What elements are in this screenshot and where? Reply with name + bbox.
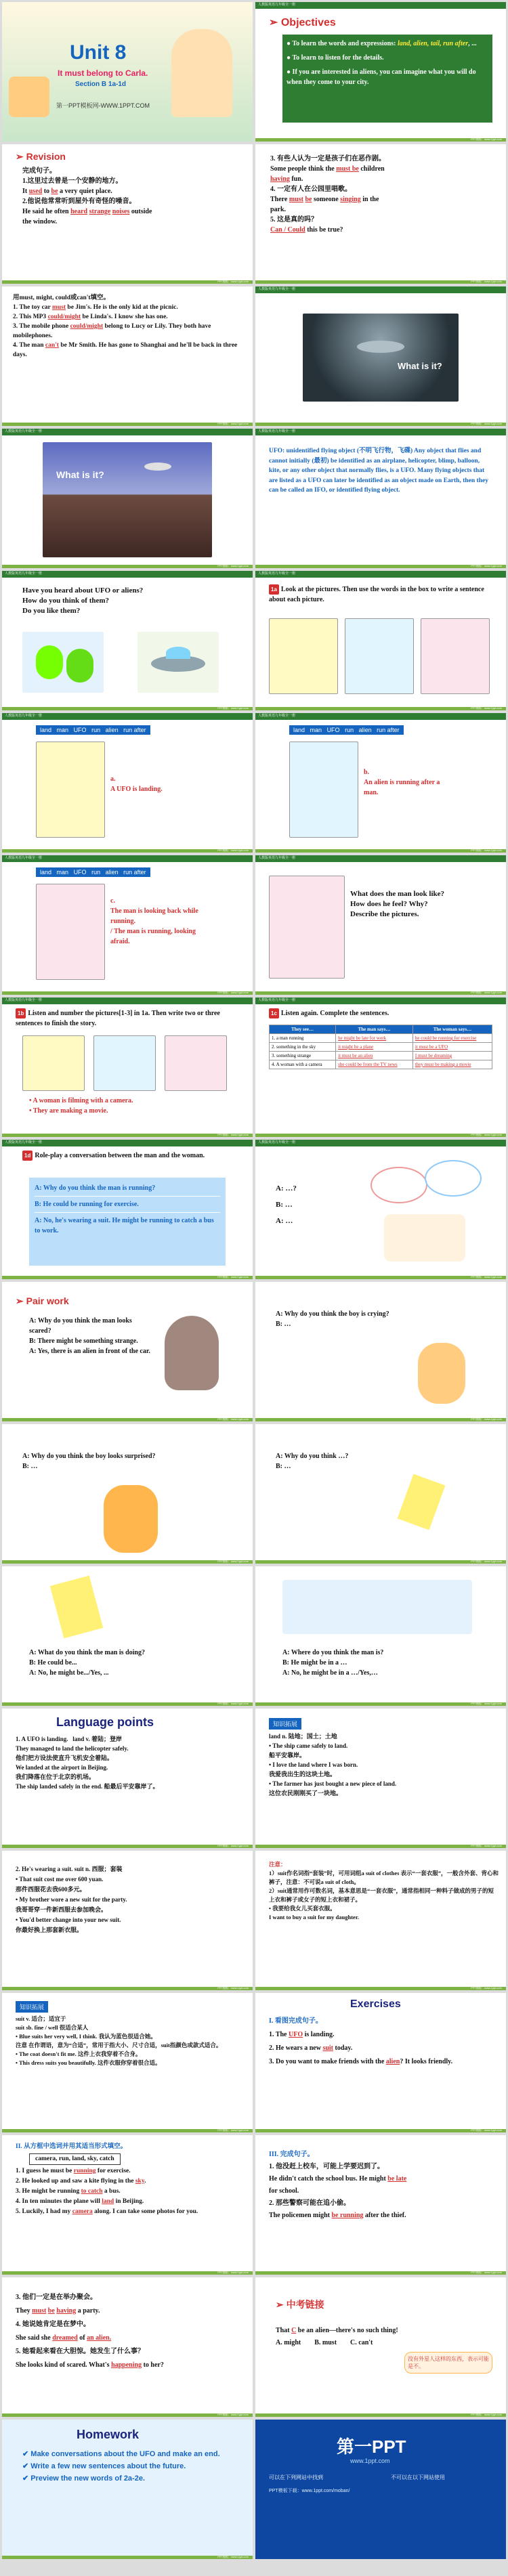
ufo-landing-picture bbox=[36, 742, 105, 838]
hint-bubble: 没有外星人这样的东西，表示可能是不。 bbox=[404, 2352, 492, 2374]
ufo-saucer-shape bbox=[144, 463, 171, 471]
slide-suit-verb: 知识拓展 suit v. 适合；适宜于 suit sb. fine / well 很适合某人 • Blue suits her very well, I think. 我认为蓝色很适合她。 注意 在作谓语，意为“合适”，常用于指大小、尺寸合适，suit指颜色或款式适合。 • The coat doesn't fit me. 这件上衣我穿着不合身。 • This dress suits you beautifully. 这件衣服你穿着很合适。 PPT模板：www.1ppt.com bbox=[2, 1993, 253, 2132]
cartoon-ufo bbox=[137, 632, 219, 693]
slide-boy-crying: A: Why do you think the boy is crying? B: … PPT模板：www.1ppt.com bbox=[255, 1282, 506, 1421]
answer-c: c. The man is looking back while running. / The man is running, looking afraid. bbox=[110, 897, 198, 945]
ufo-photo bbox=[303, 314, 459, 402]
brand-col-left: 可以在下列网站中找到 bbox=[269, 2474, 323, 2481]
slide-exercise-ii: II. 从方框中选词并用其适当形式填空。 camera, run, land, sky, catch 1. I guess he must be running for exercise. 2. He looked up and saw a kite flying in the sky. 3. He might be running to catch a bus. 4. In ten minutes the plane will land in Beijing. 5. Luckily, I had my camera along. I can take some photos for you. PPT模板：www.1ppt.com bbox=[2, 2135, 253, 2275]
exercise-iii-content: III. 完成句子。 1. 他没赶上校车，可能上学要迟到了。 He didn't catch the school bus. He might be late for school. 2. 那些警察可能在追小偷。 The policemen might be running after the thief. bbox=[269, 2151, 407, 2219]
slide-homework: Homework ✔ Make conversations about the UFO and make an end. ✔ Write a few new sentences about the future. ✔ Preview the new words of 2a-2e. PPT模板：www.1ppt.com bbox=[2, 2420, 253, 2559]
picture-c bbox=[421, 618, 490, 694]
monkey-illustration bbox=[165, 1316, 219, 1390]
picture-a bbox=[269, 618, 338, 694]
suit-note-content: 注意： 1）suit作名词指“套装”时，可用词组a suit of clothes 表示“一套衣服”，一般含外套、背心和裤子，注意：不可说a suit of cloth。 2）suit通常用作可数名词，基本意思是“一套衣服”，通常指相同一种料子做成的男子的短上衣和裤子或女子的短上衣和裙子。 • 我要给我女儿买套衣服。 I want to buy a suit for my daughter. bbox=[269, 1861, 499, 1920]
dialogue-template: A: …? B: … A: … bbox=[276, 1184, 297, 1225]
crying-boy-illustration bbox=[418, 1343, 465, 1404]
word-box: land man UFO run alien run after bbox=[36, 725, 150, 735]
land-noun-content: land n. 陆地；国土；土地 • The ship came safely to land. 船平安靠岸。 • I love the land where I was born. 我爱我出生的这块土地。 • The farmer has just bought a new piece of land. 这位农民刚刚买了一块地。 bbox=[269, 1733, 397, 1797]
picture-b bbox=[345, 618, 414, 694]
ufo-mountain-photo bbox=[43, 442, 212, 557]
slide-dialogue-template: 人教版英语九年级全一册 A: …? B: … A: … PPT模板：www.1ppt.com bbox=[255, 1140, 506, 1279]
exercise-ii-content: II. 从方框中选词并用其适当形式填空。 camera, run, land, sky, catch 1. I guess he must be running for exercise. 2. He looked up and saw a kite flying in the sky. 3. He might be running to catch a bus. 4. In ten minutes the plane will land in Beijing. 5. Luckily, I had my camera along. I can take some photos for you. bbox=[16, 2143, 198, 2215]
picture-2 bbox=[93, 1035, 156, 1091]
slide-1c: 人教版英语九年级全一册 1c Listen again. Complete the sentences. They see… The man says… The woman says… 1. a man running he might be late for work he could be running for exercise 2. something in the sky it might be a plane it must be a UFO 3. something strange it must be an alien I must be dreaming 4. A woman with a camera she could be from the TV news they must be making a movie PPT模板：www.1ppt.com bbox=[255, 997, 506, 1137]
surprised-dialogue: A: Why do you think the boy looks surprised? B: … bbox=[22, 1453, 156, 1470]
slide-picture-a: 人教版英语九年级全一册 land man UFO run alien run after a. A UFO is landing. PPT模板：www.1ppt.com bbox=[2, 713, 253, 853]
slide-suit-note: 注意： 1）suit作名词指“套装”时，可用词组a suit of clothes 表示“一套衣服”，一般含外套、背心和裤子，注意：不可说a suit of cloth。 2）suit通常用作可数名词，基本意思是“一套衣服”，通常指相同一种料子做成的男子的短上衣和裤子或女子的短上衣和裙子。 • 我要给我女儿买套衣服。 I want to buy a suit for my daughter. PPT模板：www.1ppt.com bbox=[255, 1851, 506, 1990]
aliens-questions: Have you heard about UFO or aliens? How do you think of them? Do you like them? bbox=[22, 586, 144, 615]
picture-1 bbox=[22, 1035, 85, 1091]
table-row: 2. something in the sky it might be a plane it must be a UFO bbox=[270, 1043, 492, 1052]
kids-illustration bbox=[384, 1214, 465, 1262]
man-running-picture bbox=[269, 876, 345, 979]
slide-1d: 人教版英语九年级全一册 1d Role-play a conversation between the man and the woman. A: Why do you think the man is running? B: He could be running for exercise. A: No, he's wearing a suit. He might be running to catch a bus to work. PPT模板：www.1ppt.com bbox=[2, 1140, 253, 1279]
slide-1b: 人教版英语九年级全一册 1b Listen and number the pictures[1-3] in 1a. Then write two or three sentences to finish the story. • A woman is filming with a camera. • They are making a movie. PPT模板：www.1ppt.com bbox=[2, 997, 253, 1137]
slide-objectives: 人教版英语九年级全一册 ➢ Objectives ● To learn the words and expressions: land, alien, tail, run after, ... ● To learn to listen for the details. ● If you are interested in aliens, you can imagine what you will do when they come to your city. PPT模板：www.1ppt.com bbox=[255, 2, 506, 142]
slide-pair-work: ➢ Pair work A: Why do you think the man looks scared? B: There might be something strange. A: Yes, there is an alien in front of the car. PPT模板：www.1ppt.com bbox=[2, 1282, 253, 1421]
slide-exercise-iii-cont: 3. 他们一定是在举办聚会。 They must be having a party. 4. 她说她肯定是在梦中。 She said she dreamed of an alien. 5. 她看起来看在大胆惊。她发生了什么事？ She looks kind of scared. What's happening to her? PPT模板：www.1ppt.com bbox=[2, 2277, 253, 2417]
slide-exercises: Exercises I. 看图完成句子。 1. The UFO is landing. 2. He wears a new suit today. 3. Do you want to make friends with the alien? It looks friendly. PPT模板：www.1ppt.com bbox=[255, 1993, 506, 2132]
objectives-box: ● To learn the words and expressions: land, alien, tail, run after, ... ● To learn to listen for the details. ● If you are interested in aliens, you can imagine what you will do when they come to your city. bbox=[282, 35, 492, 123]
yellow-flag-illustration bbox=[50, 1576, 104, 1639]
slide-aliens-questions: 人教版英语九年级全一册 Have you heard about UFO or aliens? How do you think of them? Do you like them? PPT模板：www.1ppt.com bbox=[2, 571, 253, 710]
green-alien-toys bbox=[22, 632, 104, 693]
slide-title bbox=[2, 2, 253, 142]
answer-a: a. A UFO is landing. bbox=[110, 775, 163, 793]
surprised-boy-illustration bbox=[104, 1485, 158, 1553]
slide-picture-b: 人教版英语九年级全一册 land man UFO run alien run after b. An alien is running after a man. PPT模板：www.1ppt.com bbox=[255, 713, 506, 853]
pair-work-dialogue: A: Why do you think the man looks scared? B: There might be something strange. A: Yes, there is an alien in front of the car. bbox=[29, 1317, 150, 1355]
what-is-it-label: What is it? bbox=[398, 361, 442, 371]
answer-b: b. An alien is running after a man. bbox=[364, 769, 440, 796]
suit-verb-content: suit v. 适合；适宜于 suit sb. fine / well 很适合某人 • Blue suits her very well, I think. 我认为蓝色很适合她。 注意 在作谓语，意为“合适”，常用于指大小、尺寸合适，suit指颜色或款式适合。 • The coat doesn't fit me. 这件上衣我穿着不合身。 • This dress suits you beautifully. 这件衣服你穿着很合适。 bbox=[16, 2015, 222, 2066]
slide-man-doing: A: What do you think the man is doing? B: He could be... A: No, he might be.../Yes, ... PPT模板：www.1ppt.com bbox=[2, 1566, 253, 1706]
slide-revision-2: 3. 有些人认为一定是孩子们在恶作剧。 Some people think the must be children having fun. 4. 一定有人在公园里唱歌。 There must be someone singing in the park. 5. 这是真的吗？ Can / Could this be true? PPT模板：www.1ppt.com bbox=[255, 144, 506, 284]
speech-bubbles-illustration bbox=[371, 1167, 427, 1203]
slide-fill-modal: 用must, might, could或can't填空。 1. The toy car must be Jim's. He is the only kid at the picnic. 2. This MP3 could/might be Linda's. I know she has one. 3. The mobile phone could/might belong to Lucy or Lily. They both have mobilephones. 4. The man can't be Mr Smith. He has gone to Shanghai and he'll be back in three days. PPT模板：www.1ppt.com bbox=[2, 286, 253, 426]
scene-illustration bbox=[282, 1580, 472, 1634]
slide-man-where: A: Where do you think the man is? B: He might be in a … A: No, he might be in a …/Yes,… PPT模板：www.1ppt.com bbox=[255, 1566, 506, 1706]
word-box: land man UFO run alien run after bbox=[36, 867, 150, 877]
man-doing-dialogue: A: What do you think the man is doing? B: He could be... A: No, he might be.../Yes, ... bbox=[29, 1649, 145, 1677]
yellow-object-illustration bbox=[398, 1474, 446, 1530]
slide-why-think: A: Why do you think …? B: … PPT模板：www.1ppt.com bbox=[255, 1424, 506, 1564]
homework-title: Homework bbox=[77, 2428, 140, 2441]
cartoon-house-illustration bbox=[9, 77, 49, 117]
ufo-definition-text: UFO: unidentified flying object (不明飞行物，飞碟) Any object that flies and cannot initially (最初) be identified as an airplane, helicopter, blimp, balloon, kite, or any other object that normally flies, is a UFO. Many flying objects that are listed as a UFO can later be identified as an object made on Earth, then they can be called an IFO, or identified flying object. bbox=[269, 448, 488, 494]
slide-title-unit: Unit 8 bbox=[70, 41, 127, 64]
table-row: 4. A woman with a camera she could be from the TV news they must be making a movie bbox=[270, 1060, 492, 1069]
ufo-saucer-shape bbox=[357, 341, 404, 353]
slide-exercise-iii: III. 完成句子。 1. 他没赶上校车，可能上学要迟到了。 He didn't catch the school bus. He might be late for school. 2. 那些警察可能在追小偷。 The policemen might be running after the thief. PPT模板：www.1ppt.com bbox=[255, 2135, 506, 2275]
slide-revision: ➢ Revision 完成句子。 1.这里过去曾是一个安静的地方。 It used to be a very quiet place. 2.他说他常常听到屋外有奇怪的噪音。 He said he often heard strange noises outside the window. PPT模板：www.1ppt.com bbox=[2, 144, 253, 284]
slide-title-text: It must belong to Carla. bbox=[58, 68, 148, 78]
slide-title-section: Section B 1a-1d bbox=[75, 81, 127, 88]
slide-language-points: Language points 1. A UFO is landing. land v. 着陆；登岸 They managed to land the helicopter safely. 他们把方设法使直升飞机安全着陆。 We landed at the airport in Beijing. 我们降落在位于北京的机场。 The ship landed safely in the end. 船最后平安靠岸了。 PPT模板：www.1ppt.com bbox=[2, 1709, 253, 1848]
table-header: The woman says… bbox=[412, 1025, 492, 1034]
instruction-1c: 1c Listen again. Complete the sentences. bbox=[269, 1008, 492, 1018]
brand-site: www.1ppt.com bbox=[350, 2457, 390, 2464]
slide-picture-c: 人教版英语九年级全一册 land man UFO run alien run after c. The man is looking back while running. / The man is running, looking afraid. PPT模板：www.1ppt.com bbox=[2, 855, 253, 995]
brand-col-right: 不可以在以下网站使用 bbox=[391, 2474, 445, 2481]
exercises-content: I. 看图完成句子。 1. The UFO is landing. 2. He wears a new suit today. 3. Do you want to make friends with the alien? It looks friendly. bbox=[269, 2017, 453, 2065]
describe-questions: What does the man look like? How does he feel? Why? Describe the pictures. bbox=[350, 890, 445, 918]
brand-logo: 第一PPT bbox=[337, 2437, 406, 2457]
why-think-dialogue: A: Why do you think …? B: … bbox=[276, 1453, 349, 1470]
slide-what-is-it: 人教版英语九年级全一册 What is it? PPT模板：www.1ppt.com bbox=[255, 286, 506, 426]
exam-question: That C be an alien—there's no such thing! A. might B. must C. can't bbox=[276, 2327, 398, 2346]
knowledge-tag: 知识拓展 bbox=[269, 1718, 301, 1730]
exercises-title: Exercises bbox=[350, 1998, 401, 2010]
slide-boy-surprised: A: Why do you think the boy looks surprised? B: … PPT模板：www.1ppt.com bbox=[2, 1424, 253, 1564]
language-points-content: 1. A UFO is landing. land v. 着陆；登岸 They managed to land the helicopter safely. 他们把方设法使直升飞机安全着陆。 We landed at the airport in Beijing. 我们降落在位于北京的机场。 The ship landed safely in the end. 船最后平安靠岸了。 bbox=[16, 1736, 159, 1790]
homework-list: ✔ Make conversations about the UFO and make an end. ✔ Write a few new sentences about the future. ✔ Preview the new words of 2a-2e. bbox=[22, 2450, 220, 2483]
slide-land-noun: 知识拓展 land n. 陆地；国土；土地 • The ship came safely to land. 船平安靠岸。 • I love the land where I was born. 我爱我出生的这块土地。 • The farmer has just bought a new piece of land. 这位农民刚刚买了一块地。 PPT模板：www.1ppt.com bbox=[255, 1709, 506, 1848]
pair-work-title: ➢ Pair work bbox=[16, 1295, 69, 1306]
slide-suit: 2. He's wearing a suit. suit n. 西服；套装 • That suit cost me over 600 yuan. 那件西服花去我600多元。 • My brother wore a new suit for the party. 我哥哥穿一件新西服去参加晚会。 • You'd better change into your new suit. 你最好换上那套新衣服。 PPT模板：www.1ppt.com bbox=[2, 1851, 253, 1990]
knowledge-tag: 知识拓展 bbox=[16, 2001, 48, 2013]
suit-content: 2. He's wearing a suit. suit n. 西服；套装 • That suit cost me over 600 yuan. 那件西服花去我600多元。 • My brother wore a new suit for the party. 我哥哥穿一件新西服去参加晚会。 • You'd better change into your new suit. 你最好换上那套新衣服。 bbox=[16, 1866, 127, 1933]
site-watermark: 第一PPT模板网-WWW.1PPT.COM bbox=[56, 102, 150, 109]
modal-exercise: 用must, might, could或can't填空。 1. The toy car must be Jim's. He is the only kid at the picnic. 2. This MP3 could/might be Linda's. I know she has one. 3. The mobile phone could/might belong to Lucy or Lily. They both have mobilephones. 4. The man can't be Mr Smith. He has gone to Shanghai and he'll be back in three days. bbox=[13, 295, 238, 358]
what-is-it-label: What is it? bbox=[56, 469, 104, 480]
revision-content: 完成句子。 1.这里过去曾是一个安静的地方。 It used to be a very quiet place. 2.他说他常常听到屋外有奇怪的噪音。 He said he often heard strange noises outside the window. bbox=[22, 167, 152, 226]
table-row: 3. something strange it must be an alien I must be dreaming bbox=[270, 1052, 492, 1060]
instruction-1b: 1b Listen and number the pictures[1-3] in 1a. Then write two or three sentences to finish the story. bbox=[16, 1010, 220, 1027]
revision-title: ➢ Revision bbox=[16, 151, 66, 162]
slide-brand bbox=[255, 2420, 506, 2559]
cartoon-kids-illustration bbox=[171, 29, 232, 117]
speech-bubble-2 bbox=[425, 1160, 482, 1197]
instruction-1d: 1d Role-play a conversation between the man and the woman. bbox=[22, 1151, 232, 1161]
exam-link-title: ➢ 中考链接 bbox=[276, 2299, 324, 2310]
slide-describe: 人教版英语九年级全一册 What does the man look like? How does he feel? Why? Describe the pictures. PPT模板：www.1ppt.com bbox=[255, 855, 506, 995]
picture-3 bbox=[165, 1035, 227, 1091]
slide-1a: 人教版英语九年级全一册 1a Look at the pictures. Then use the words in the box to write a sentence about each picture. PPT模板：www.1ppt.com bbox=[255, 571, 506, 710]
word-box: land man UFO run alien run after bbox=[289, 725, 404, 735]
revision2-content: 3. 有些人认为一定是孩子们在恶作剧。 Some people think the must be children having fun. 4. 一定有人在公园里唱歌。 There must be someone singing in the park. 5. 这是真的吗？ Can / Could this be true? bbox=[270, 155, 385, 234]
word-box: camera, run, land, sky, catch bbox=[29, 2153, 121, 2165]
story-sentences: • A woman is filming with a camera. • They are making a movie. bbox=[29, 1097, 133, 1115]
table-header: The man says… bbox=[336, 1025, 413, 1034]
slide-exam-link: ➢ 中考链接 That C be an alien—there's no such thing! A. might B. must C. can't 没有外星人这样的东西，表示可能是不。 PPT模板：www.1ppt.com bbox=[255, 2277, 506, 2417]
top-bar: 人教版英语九年级全一册 bbox=[255, 2, 506, 9]
objectives-title: ➢ Objectives bbox=[269, 17, 336, 28]
dialogue-panel: A: Why do you think the man is running? B: He could be running for exercise. A: No, he's wearing a suit. He might be running to catch a bus to work. bbox=[29, 1178, 226, 1266]
table-row: 1. a man running he might be late for work he could be running for exercise bbox=[270, 1034, 492, 1043]
man-running-picture bbox=[36, 884, 105, 980]
instruction-1a: 1a Look at the pictures. Then use the words in the box to write a sentence about each picture. bbox=[269, 586, 484, 603]
brand-line: PPT模板下载：www.1ppt.com/moban/ bbox=[269, 2489, 350, 2493]
language-points-title: Language points bbox=[56, 1715, 154, 1729]
table-header: They see… bbox=[270, 1025, 336, 1034]
slide-ufo-definition: 人教版英语九年级全一册 UFO: unidentified flying object (不明飞行物，飞碟) Any object that flies and cannot initially (最初) be identified as an airplane, helicopter, blimp, balloon, kite, or any other object that normally flies, is a UFO. Many flying objects that are listed as a UFO can later be identified as an object made on Earth, then they can be called an IFO, or identified flying object. PPT模板：www.1ppt.com bbox=[255, 429, 506, 568]
alien-chase-picture bbox=[289, 742, 358, 838]
slide-what-is-it-2: 人教版英语九年级全一册 What is it? PPT模板：www.1ppt.com bbox=[2, 429, 253, 568]
exercise-iii-cont-content: 3. 他们一定是在举办聚会。 They must be having a party. 4. 她说她肯定是在梦中。 She said she dreamed of an alien. 5. 她看起来看在大胆惊。她发生了什么事？ She looks kind of scared. What's happening to her? bbox=[16, 2294, 164, 2369]
man-where-dialogue: A: Where do you think the man is? B: He might be in a … A: No, he might be in a …/Yes,… bbox=[282, 1649, 384, 1677]
crying-dialogue: A: Why do you think the boy is crying? B: … bbox=[276, 1310, 389, 1328]
listening-table bbox=[269, 1025, 492, 1069]
